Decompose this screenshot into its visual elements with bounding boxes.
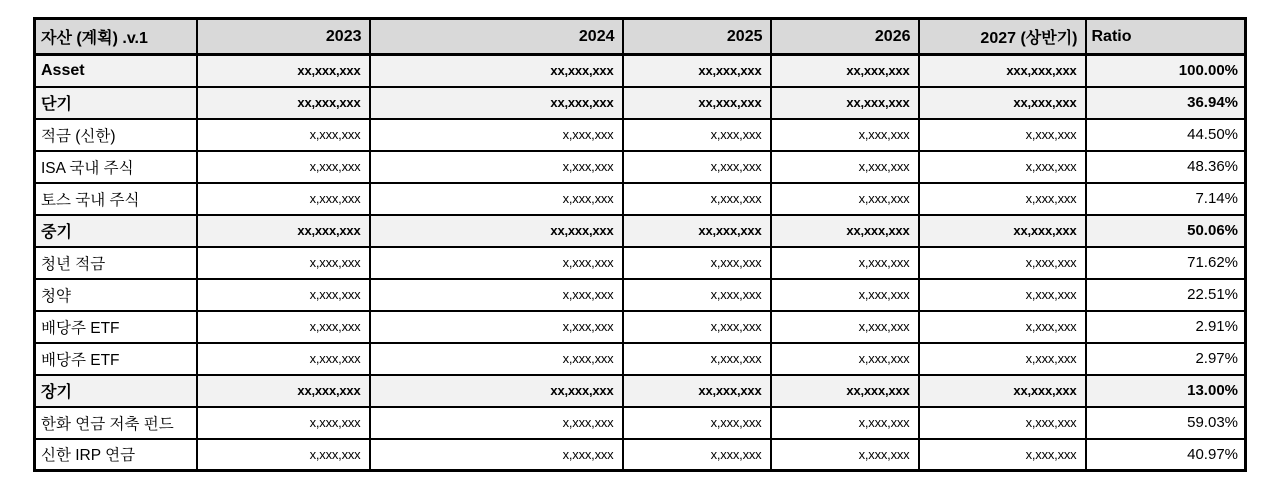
table-row — [35, 279, 1246, 311]
table-row — [35, 407, 1246, 439]
ratio-cell: 22.51% — [1086, 279, 1246, 311]
value-cell-2024: xx,xxx,xxx — [370, 215, 623, 247]
value-cell-2026: x,xxx,xxx — [771, 119, 919, 151]
value-cell-2025: x,xxx,xxx — [623, 407, 771, 439]
table-row — [35, 119, 1246, 151]
asset-plan-table-container — [33, 17, 1247, 472]
table-row — [35, 183, 1246, 215]
value-cell-2023: xx,xxx,xxx — [197, 215, 370, 247]
value-cell-2024: x,xxx,xxx — [370, 311, 623, 343]
value-cell-2023: x,xxx,xxx — [197, 311, 370, 343]
value-cell-2026: x,xxx,xxx — [771, 247, 919, 279]
value-cell-2025: xx,xxx,xxx — [623, 55, 771, 87]
value-cell-2024: xx,xxx,xxx — [370, 87, 623, 119]
value-cell-2024: x,xxx,xxx — [370, 343, 623, 375]
ratio-cell: 13.00% — [1086, 375, 1246, 407]
value-cell-2024: x,xxx,xxx — [370, 407, 623, 439]
value-cell-2026: x,xxx,xxx — [771, 183, 919, 215]
value-cell-2027-h1: x,xxx,xxx — [919, 311, 1086, 343]
value-cell-2027-h1: x,xxx,xxx — [919, 343, 1086, 375]
value-cell-2024: x,xxx,xxx — [370, 119, 623, 151]
header-2026: 2026 — [771, 19, 919, 55]
row-label: 적금 (신한) — [35, 119, 197, 151]
ratio-cell: 100.00% — [1086, 55, 1246, 87]
value-cell-2025: xx,xxx,xxx — [623, 215, 771, 247]
value-cell-2023: x,xxx,xxx — [197, 119, 370, 151]
asset-plan-table — [33, 17, 1247, 472]
value-cell-2026: xx,xxx,xxx — [771, 215, 919, 247]
value-cell-2024: xx,xxx,xxx — [370, 55, 623, 87]
value-cell-2027-h1: x,xxx,xxx — [919, 407, 1086, 439]
value-cell-2027-h1: x,xxx,xxx — [919, 151, 1086, 183]
table-row — [35, 311, 1246, 343]
row-label: 중기 — [35, 215, 197, 247]
row-label: 배당주 ETF — [35, 343, 197, 375]
value-cell-2025: x,xxx,xxx — [623, 183, 771, 215]
header-2027-h1: 2027 (상반기) — [919, 19, 1086, 55]
value-cell-2026: x,xxx,xxx — [771, 151, 919, 183]
row-label: 단기 — [35, 87, 197, 119]
header-row — [35, 19, 1246, 55]
ratio-cell: 7.14% — [1086, 183, 1246, 215]
ratio-cell: 2.97% — [1086, 343, 1246, 375]
value-cell-2025: xx,xxx,xxx — [623, 87, 771, 119]
row-label: 장기 — [35, 375, 197, 407]
value-cell-2027-h1: x,xxx,xxx — [919, 279, 1086, 311]
value-cell-2024: x,xxx,xxx — [370, 183, 623, 215]
row-label: ISA 국내 주식 — [35, 151, 197, 183]
table-row — [35, 215, 1246, 247]
row-label: Asset — [35, 55, 197, 87]
value-cell-2025: xx,xxx,xxx — [623, 375, 771, 407]
table-row — [35, 151, 1246, 183]
ratio-cell: 44.50% — [1086, 119, 1246, 151]
ratio-cell: 59.03% — [1086, 407, 1246, 439]
row-label: 청약 — [35, 279, 197, 311]
value-cell-2024: x,xxx,xxx — [370, 279, 623, 311]
value-cell-2023: x,xxx,xxx — [197, 151, 370, 183]
ratio-cell: 50.06% — [1086, 215, 1246, 247]
table-body — [35, 55, 1246, 471]
value-cell-2024: x,xxx,xxx — [370, 247, 623, 279]
value-cell-2023: x,xxx,xxx — [197, 343, 370, 375]
value-cell-2023: x,xxx,xxx — [197, 439, 370, 471]
value-cell-2025: x,xxx,xxx — [623, 343, 771, 375]
value-cell-2025: x,xxx,xxx — [623, 311, 771, 343]
value-cell-2023: xx,xxx,xxx — [197, 55, 370, 87]
value-cell-2027-h1: x,xxx,xxx — [919, 119, 1086, 151]
value-cell-2026: x,xxx,xxx — [771, 343, 919, 375]
row-label: 신한 IRP 연금 — [35, 439, 197, 471]
value-cell-2027-h1: x,xxx,xxx — [919, 439, 1086, 471]
table-row — [35, 375, 1246, 407]
header-2024: 2024 — [370, 19, 623, 55]
row-label: 토스 국내 주식 — [35, 183, 197, 215]
value-cell-2023: xx,xxx,xxx — [197, 87, 370, 119]
value-cell-2026: x,xxx,xxx — [771, 279, 919, 311]
value-cell-2025: x,xxx,xxx — [623, 279, 771, 311]
table-row — [35, 55, 1246, 87]
table-row — [35, 247, 1246, 279]
value-cell-2024: x,xxx,xxx — [370, 151, 623, 183]
value-cell-2027-h1: x,xxx,xxx — [919, 183, 1086, 215]
value-cell-2026: xx,xxx,xxx — [771, 87, 919, 119]
row-label: 청년 적금 — [35, 247, 197, 279]
table-row — [35, 343, 1246, 375]
ratio-cell: 71.62% — [1086, 247, 1246, 279]
header-2025: 2025 — [623, 19, 771, 55]
value-cell-2023: xx,xxx,xxx — [197, 375, 370, 407]
value-cell-2027-h1: xxx,xxx,xxx — [919, 55, 1086, 87]
ratio-cell: 2.91% — [1086, 311, 1246, 343]
value-cell-2026: x,xxx,xxx — [771, 311, 919, 343]
row-label: 한화 연금 저축 펀드 — [35, 407, 197, 439]
header-2023: 2023 — [197, 19, 370, 55]
value-cell-2027-h1: xx,xxx,xxx — [919, 215, 1086, 247]
value-cell-2025: x,xxx,xxx — [623, 439, 771, 471]
header-ratio: Ratio — [1086, 19, 1246, 55]
value-cell-2026: x,xxx,xxx — [771, 439, 919, 471]
value-cell-2023: x,xxx,xxx — [197, 407, 370, 439]
value-cell-2027-h1: x,xxx,xxx — [919, 247, 1086, 279]
value-cell-2023: x,xxx,xxx — [197, 247, 370, 279]
value-cell-2024: x,xxx,xxx — [370, 439, 623, 471]
value-cell-2025: x,xxx,xxx — [623, 119, 771, 151]
header-title: 자산 (계획) .v.1 — [35, 19, 197, 55]
value-cell-2026: x,xxx,xxx — [771, 407, 919, 439]
value-cell-2027-h1: xx,xxx,xxx — [919, 87, 1086, 119]
value-cell-2023: x,xxx,xxx — [197, 183, 370, 215]
value-cell-2025: x,xxx,xxx — [623, 247, 771, 279]
table-row — [35, 87, 1246, 119]
value-cell-2024: xx,xxx,xxx — [370, 375, 623, 407]
ratio-cell: 36.94% — [1086, 87, 1246, 119]
ratio-cell: 48.36% — [1086, 151, 1246, 183]
row-label: 배당주 ETF — [35, 311, 197, 343]
value-cell-2027-h1: xx,xxx,xxx — [919, 375, 1086, 407]
value-cell-2023: x,xxx,xxx — [197, 279, 370, 311]
ratio-cell: 40.97% — [1086, 439, 1246, 471]
value-cell-2026: xx,xxx,xxx — [771, 55, 919, 87]
table-row — [35, 439, 1246, 471]
value-cell-2026: xx,xxx,xxx — [771, 375, 919, 407]
value-cell-2025: x,xxx,xxx — [623, 151, 771, 183]
